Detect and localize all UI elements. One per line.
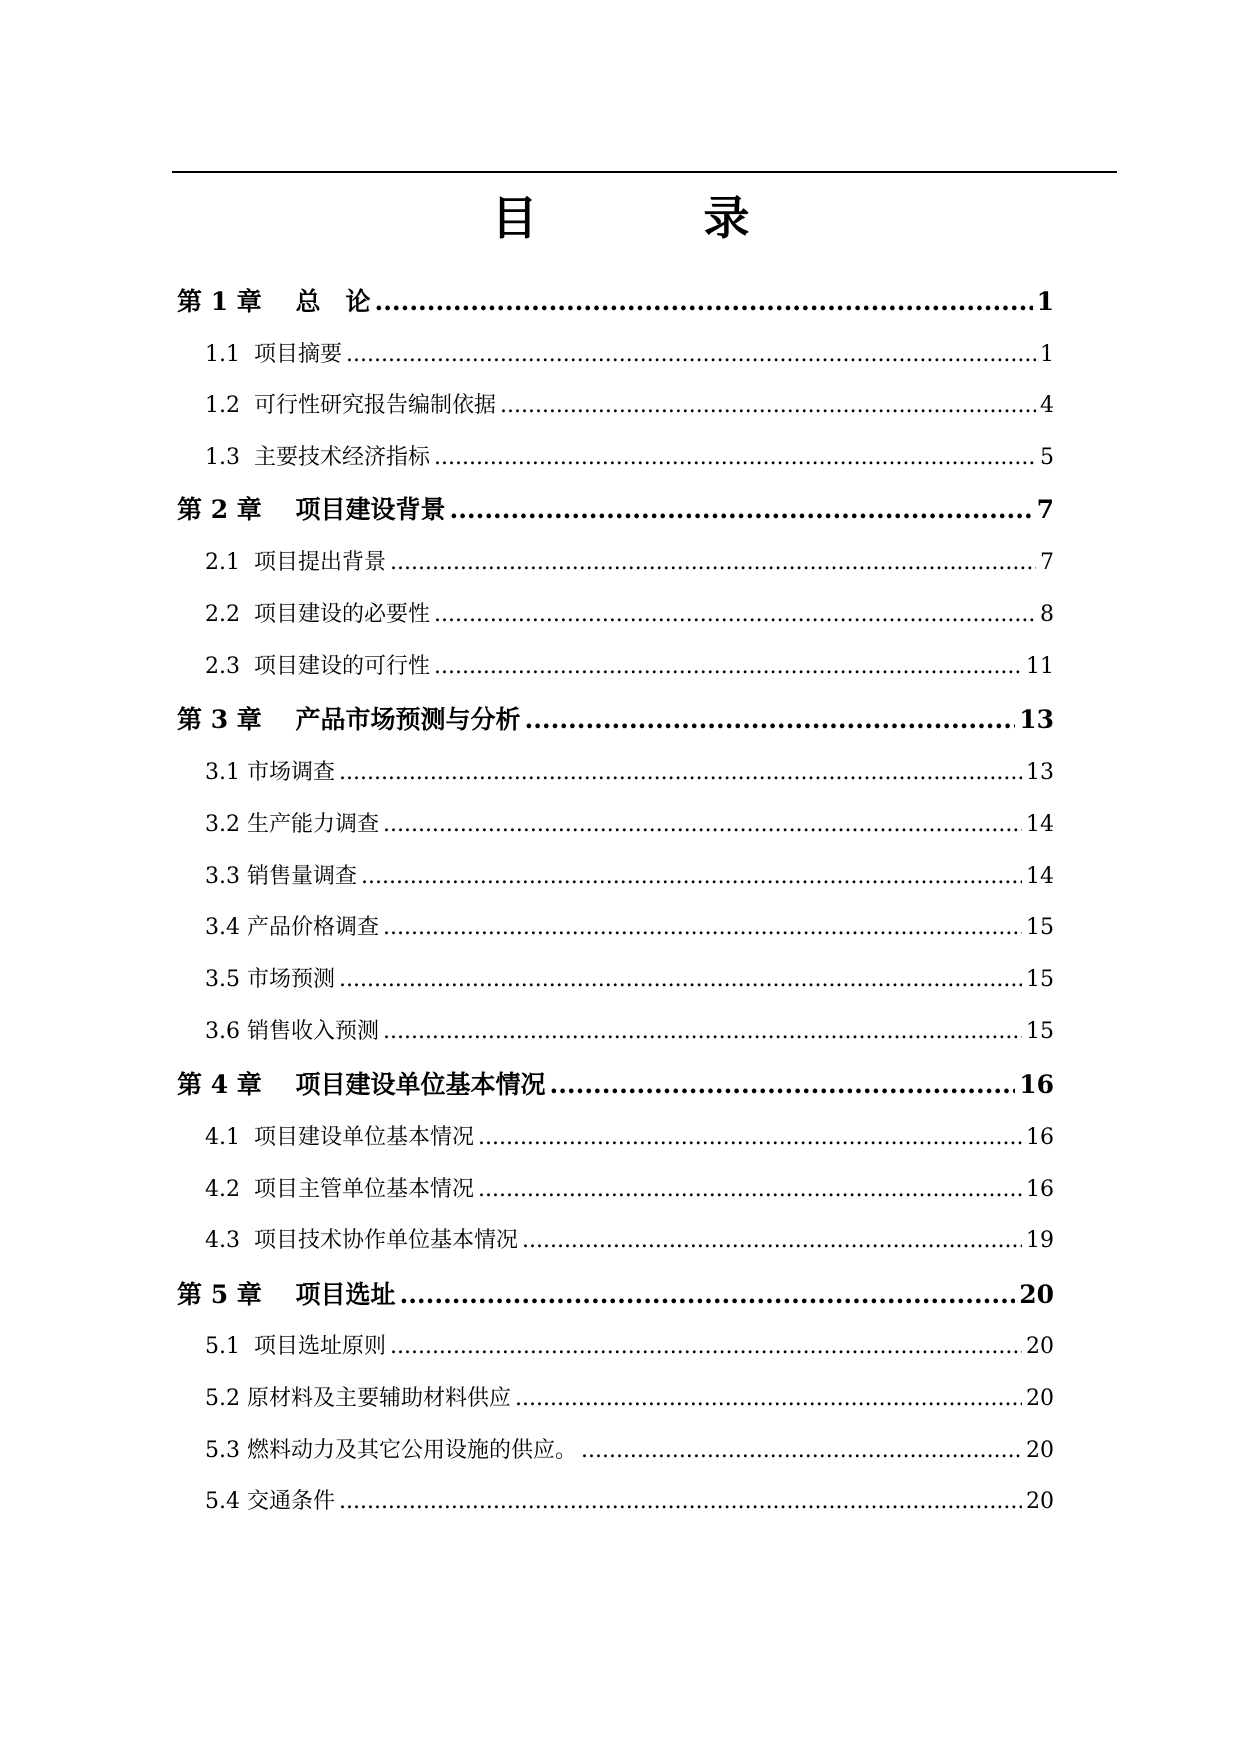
toc-entry-label: 第 4 章 项目建设单位基本情况 bbox=[177, 1070, 546, 1099]
toc-page-number: 14 bbox=[1026, 812, 1054, 837]
dot-leader bbox=[478, 1125, 1022, 1150]
dot-leader bbox=[383, 915, 1022, 940]
dot-leader bbox=[346, 342, 1036, 367]
toc-section-entry[interactable] bbox=[205, 388, 1054, 420]
dot-leader bbox=[383, 1019, 1022, 1044]
toc-section-entry[interactable] bbox=[205, 807, 1054, 839]
toc-page-number: 19 bbox=[1026, 1228, 1054, 1253]
toc-entry-label: 第 2 章 项目建设背景 bbox=[177, 495, 446, 524]
toc-page-number: 7 bbox=[1040, 550, 1054, 575]
toc-section-entry[interactable] bbox=[205, 545, 1054, 577]
toc-entry-label: 4.2 项目主管单位基本情况 bbox=[205, 1177, 474, 1202]
toc-page-number: 20 bbox=[1026, 1334, 1054, 1359]
dot-leader bbox=[339, 760, 1022, 785]
toc-page-number: 15 bbox=[1026, 915, 1054, 940]
toc-page-number: 20 bbox=[1026, 1386, 1054, 1411]
dot-leader bbox=[390, 550, 1036, 575]
toc-entry-label: 5.4 交通条件 bbox=[205, 1489, 335, 1514]
toc-section-entry[interactable] bbox=[205, 1381, 1054, 1413]
toc-section-entry[interactable] bbox=[205, 1484, 1054, 1516]
toc-entry-label: 3.1 市场调查 bbox=[205, 760, 335, 785]
toc-section-entry[interactable] bbox=[205, 1172, 1054, 1204]
dot-leader bbox=[581, 1438, 1022, 1463]
toc-page-number: 15 bbox=[1026, 967, 1054, 992]
dot-leader bbox=[434, 602, 1036, 627]
dot-leader bbox=[515, 1386, 1022, 1411]
dot-leader bbox=[522, 1228, 1022, 1253]
toc-page-number: 14 bbox=[1026, 864, 1054, 889]
toc-section-entry[interactable] bbox=[205, 962, 1054, 994]
toc-entry-label: 2.3 项目建设的可行性 bbox=[205, 654, 430, 679]
toc-section-entry[interactable] bbox=[205, 1433, 1054, 1465]
toc-page-number: 20 bbox=[1026, 1438, 1054, 1463]
dot-leader bbox=[383, 812, 1022, 837]
toc-section-entry[interactable] bbox=[205, 440, 1054, 472]
page-title: 目 录 bbox=[491, 191, 810, 245]
dot-leader bbox=[339, 1489, 1022, 1514]
toc-section-entry[interactable] bbox=[205, 597, 1054, 629]
toc-page-number: 15 bbox=[1026, 1019, 1054, 1044]
toc-section-entry[interactable] bbox=[205, 1120, 1054, 1152]
toc-section-entry[interactable] bbox=[205, 649, 1054, 681]
toc-entry-label: 5.2 原材料及主要辅助材料供应 bbox=[205, 1386, 511, 1411]
toc-page-number: 13 bbox=[1019, 705, 1054, 734]
toc-entry-label: 3.5 市场预测 bbox=[205, 967, 335, 992]
toc-entry-label: 1.1 项目摘要 bbox=[205, 342, 342, 367]
dot-leader bbox=[434, 445, 1036, 470]
toc-page-number: 5 bbox=[1040, 445, 1054, 470]
toc-page-number: 8 bbox=[1040, 602, 1054, 627]
toc-page-number: 20 bbox=[1019, 1280, 1054, 1309]
toc-section-entry[interactable] bbox=[205, 755, 1054, 787]
toc-section-entry[interactable] bbox=[205, 1329, 1054, 1361]
toc-entry-label: 3.3 销售量调查 bbox=[205, 864, 357, 889]
dot-leader bbox=[550, 1070, 1016, 1099]
toc-page-number: 13 bbox=[1026, 760, 1054, 785]
toc-entry-label: 2.2 项目建设的必要性 bbox=[205, 602, 430, 627]
toc-page-number: 16 bbox=[1019, 1070, 1054, 1099]
toc-chapter-entry[interactable] bbox=[177, 282, 1054, 318]
toc-entry-label: 4.1 项目建设单位基本情况 bbox=[205, 1125, 474, 1150]
toc-entry-label: 2.1 项目提出背景 bbox=[205, 550, 386, 575]
toc-chapter-entry[interactable] bbox=[177, 490, 1054, 526]
dot-leader bbox=[390, 1334, 1022, 1359]
dot-leader bbox=[525, 705, 1016, 734]
toc-section-entry[interactable] bbox=[205, 337, 1054, 369]
dot-leader bbox=[339, 967, 1022, 992]
toc-page-number: 16 bbox=[1026, 1125, 1054, 1150]
dot-leader bbox=[478, 1177, 1022, 1202]
toc-chapter-entry[interactable] bbox=[177, 700, 1054, 736]
toc-entry-label: 第 5 章 项目选址 bbox=[177, 1280, 396, 1309]
dot-leader bbox=[375, 287, 1033, 316]
toc-page-number: 4 bbox=[1040, 393, 1054, 418]
toc-section-entry[interactable] bbox=[205, 1014, 1054, 1046]
toc-entry-label: 4.3 项目技术协作单位基本情况 bbox=[205, 1228, 518, 1253]
toc-entry-label: 5.1 项目选址原则 bbox=[205, 1334, 386, 1359]
toc-entry-label: 第 3 章 产品市场预测与分析 bbox=[177, 705, 521, 734]
toc-chapter-entry[interactable] bbox=[177, 1065, 1054, 1101]
toc-entry-label: 1.2 可行性研究报告编制依据 bbox=[205, 393, 496, 418]
dot-leader bbox=[361, 864, 1022, 889]
toc-entry-label: 3.4 产品价格调查 bbox=[205, 915, 379, 940]
dot-leader bbox=[450, 495, 1033, 524]
toc-entry-label: 3.2 生产能力调查 bbox=[205, 812, 379, 837]
toc-page-number: 16 bbox=[1026, 1177, 1054, 1202]
toc-page-number: 7 bbox=[1036, 495, 1054, 524]
dot-leader bbox=[400, 1280, 1016, 1309]
toc-page-number: 20 bbox=[1026, 1489, 1054, 1514]
dot-leader bbox=[500, 393, 1036, 418]
toc-entry-label: 3.6 销售收入预测 bbox=[205, 1019, 379, 1044]
toc-page-number: 11 bbox=[1026, 654, 1054, 679]
toc-section-entry[interactable] bbox=[205, 910, 1054, 942]
toc-chapter-entry[interactable] bbox=[177, 1275, 1054, 1311]
toc-page-number: 1 bbox=[1040, 342, 1054, 367]
toc-entry-label: 1.3 主要技术经济指标 bbox=[205, 445, 430, 470]
toc-page-number: 1 bbox=[1036, 287, 1054, 316]
toc-section-entry[interactable] bbox=[205, 859, 1054, 891]
dot-leader bbox=[434, 654, 1022, 679]
toc-section-entry[interactable] bbox=[205, 1223, 1054, 1255]
toc-entry-label: 5.3 燃料动力及其它公用设施的供应。 bbox=[205, 1438, 577, 1463]
toc-entry-label: 第 1 章 总 论 bbox=[177, 287, 371, 316]
